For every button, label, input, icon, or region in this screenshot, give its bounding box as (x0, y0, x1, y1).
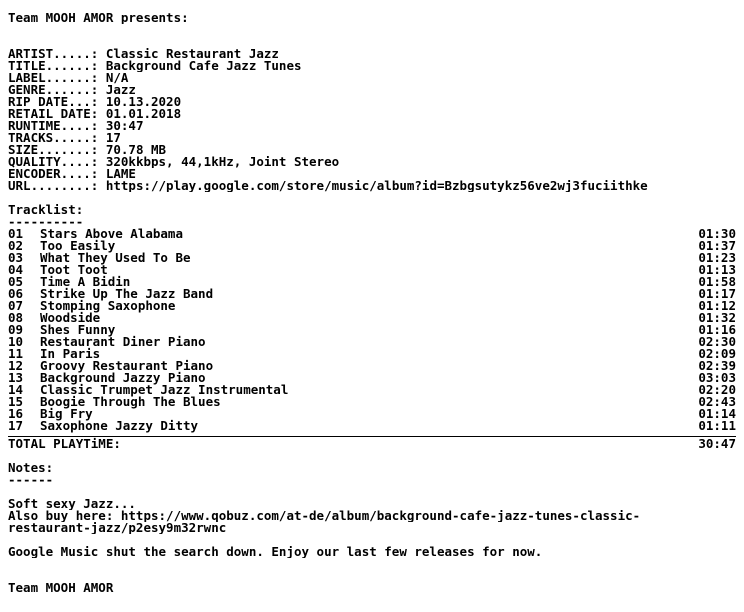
info-row (8, 156, 736, 168)
info-value: N/A (105, 72, 129, 84)
track-number: 09 (8, 322, 24, 337)
track-title: Stomping Saxophone (40, 298, 176, 313)
info-value: 10.13.2020 (105, 96, 182, 108)
track-number: 10 (8, 334, 24, 349)
track-row (8, 336, 736, 348)
track-title: Woodside (40, 310, 101, 325)
info-label: GENRE......: (8, 84, 99, 96)
track-number: 17 (8, 418, 24, 433)
info-value: 70.78 MB (105, 144, 167, 156)
track-row (8, 252, 736, 264)
track-number: 16 (8, 406, 24, 421)
track-number: 07 (8, 298, 24, 313)
track-duration: 02:43 (698, 394, 736, 409)
tracklist-heading: Tracklist: (8, 204, 84, 216)
info-row (8, 84, 736, 96)
notes-heading: Notes: (8, 462, 54, 474)
total-playtime-row (8, 438, 736, 450)
track-title: Shes Funny (40, 322, 116, 337)
track-title: Strike Up The Jazz Band (40, 286, 214, 301)
track-duration: 01:13 (698, 262, 736, 277)
track-duration: 01:37 (698, 238, 736, 253)
info-row (8, 60, 736, 72)
info-row (8, 168, 736, 180)
track-duration: 02:09 (698, 346, 736, 361)
track-number: 14 (8, 382, 24, 397)
track-row (8, 396, 736, 408)
info-value: 17 (105, 132, 121, 144)
track-title: Stars Above Alabama (40, 226, 183, 241)
track-title: Big Fry (40, 406, 93, 421)
tracklist (8, 228, 736, 432)
info-row (8, 72, 736, 84)
track-duration: 01:30 (698, 226, 736, 241)
info-row (8, 132, 736, 144)
track-number: 04 (8, 262, 24, 277)
track-duration: 02:30 (698, 334, 736, 349)
track-duration: 01:14 (698, 406, 736, 421)
info-value: Classic Restaurant Jazz (105, 48, 279, 60)
track-duration: 01:12 (698, 298, 736, 313)
track-title: Restaurant Diner Piano (40, 334, 206, 349)
track-number: 01 (8, 226, 24, 241)
notes-line: restaurant-jazz/p2esy9m32rwnc (8, 522, 227, 534)
nfo-document (8, 12, 736, 594)
info-label: QUALITY....: (8, 156, 99, 168)
track-title: Groovy Restaurant Piano (40, 358, 214, 373)
info-value: 30:47 (105, 120, 144, 132)
track-duration: 01:17 (698, 286, 736, 301)
info-value: Jazz (105, 84, 136, 96)
track-duration: 01:23 (698, 250, 736, 265)
info-label: TRACKS.....: (8, 132, 99, 144)
track-number: 11 (8, 346, 24, 361)
footer-line: Team MOOH AMOR (8, 582, 114, 594)
info-value: 320kkbps, 44,1kHz, Joint Stereo (105, 156, 340, 168)
info-value: LAME (105, 168, 136, 180)
track-duration: 03:03 (698, 370, 736, 385)
info-label: SIZE.......: (8, 144, 99, 156)
info-label: LABEL......: (8, 72, 99, 84)
track-number: 12 (8, 358, 24, 373)
track-duration: 01:16 (698, 322, 736, 337)
track-duration: 01:32 (698, 310, 736, 325)
notes-line: Also buy here: https://www.qobuz.com/at-de/album/background-cafe-jazz-tunes-classic- (8, 510, 641, 522)
info-label: ENCODER....: (8, 168, 99, 180)
info-value: https://play.google.com/store/music/album?id=Bzbgsutykz56ve2wj3fuciithke (105, 180, 648, 192)
track-title: Toot Toot (40, 262, 108, 277)
track-title: Time A Bidin (40, 274, 131, 289)
info-label: RETAIL DATE: (8, 108, 99, 120)
track-number: 02 (8, 238, 24, 253)
info-label: TITLE......: (8, 60, 99, 72)
notes-line: Soft sexy Jazz... (8, 498, 136, 510)
header-line: Team MOOH AMOR presents: (8, 12, 189, 24)
track-row (8, 300, 736, 312)
info-row (8, 180, 736, 192)
info-value: 01.01.2018 (105, 108, 182, 120)
track-title: Boogie Through The Blues (40, 394, 221, 409)
notes-underline: ------ (8, 474, 54, 486)
track-title: Classic Trumpet Jazz Instrumental (40, 382, 289, 397)
info-row (8, 144, 736, 156)
track-number: 13 (8, 370, 24, 385)
info-row (8, 108, 736, 120)
track-row (8, 312, 736, 324)
info-row (8, 96, 736, 108)
track-title: In Paris (40, 346, 101, 361)
info-label: URL........: (8, 180, 99, 192)
release-info (8, 48, 736, 192)
track-title: What They Used To Be (40, 250, 191, 265)
track-duration: 01:11 (698, 418, 736, 433)
info-value: Background Cafe Jazz Tunes (105, 60, 302, 72)
track-title: Background Jazzy Piano (40, 370, 206, 385)
track-number: 06 (8, 286, 24, 301)
info-row (8, 120, 736, 132)
notes-line: Google Music shut the search down. Enjoy our last few releases for now. (8, 546, 543, 558)
track-number: 03 (8, 250, 24, 265)
track-title: Too Easily (40, 238, 116, 253)
track-duration: 02:39 (698, 358, 736, 373)
tracklist-underline: ---------- (8, 216, 84, 228)
track-number: 08 (8, 310, 24, 325)
info-label: RIP DATE...: (8, 96, 99, 108)
info-row (8, 48, 736, 60)
track-duration: 02:20 (698, 382, 736, 397)
total-playtime-value: 30:47 (698, 436, 736, 451)
track-duration: 01:58 (698, 274, 736, 289)
track-number: 15 (8, 394, 24, 409)
total-playtime-label: TOTAL PLAYTiME: (8, 436, 121, 451)
track-row (8, 420, 736, 432)
info-label: RUNTIME....: (8, 120, 99, 132)
track-title: Saxophone Jazzy Ditty (40, 418, 199, 433)
track-row (8, 228, 736, 240)
track-number: 05 (8, 274, 24, 289)
info-label: ARTIST.....: (8, 48, 99, 60)
